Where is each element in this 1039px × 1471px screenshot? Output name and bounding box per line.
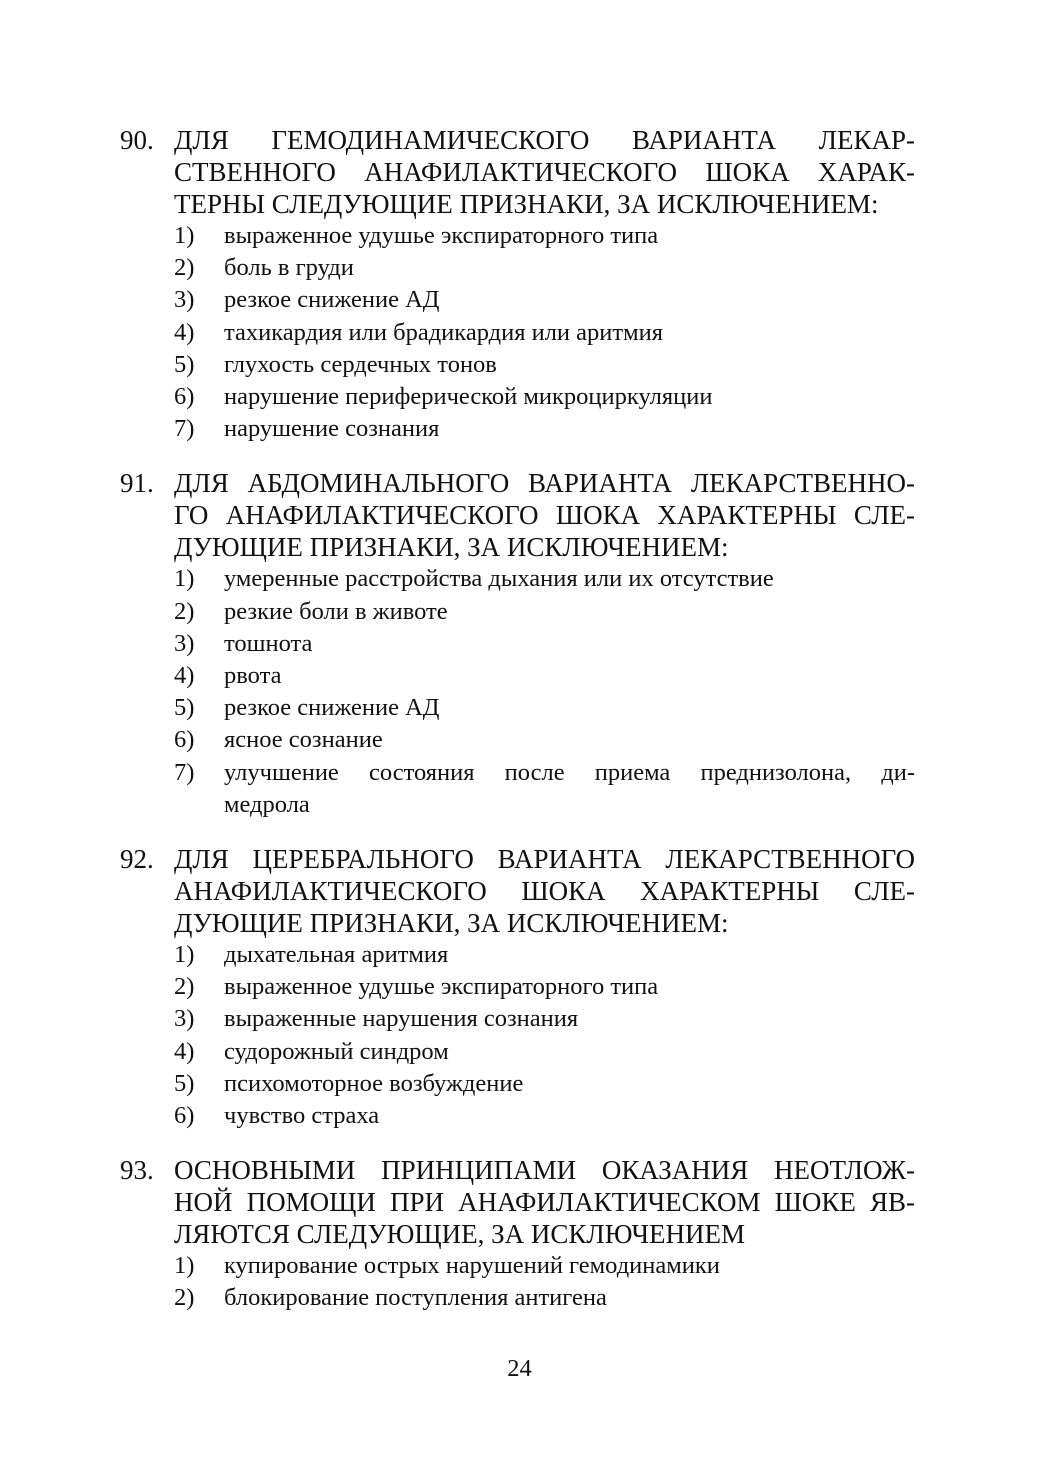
option-text: выраженное удушье экспираторного типа [224, 222, 659, 249]
option-number: 2) [174, 1284, 195, 1312]
option-text: выраженные нарушения сознания [224, 1005, 579, 1033]
question-text-line: ЛЯЮТСЯ СЛЕДУЮЩИЕ, ЗА ИСКЛЮЧЕНИЕМ [174, 1219, 746, 1250]
option-text-line: медрола [224, 790, 310, 818]
answer-option [174, 220, 915, 252]
answer-options [174, 220, 915, 445]
option-number: 7) [174, 758, 195, 786]
option-text: резкие боли в животе [224, 597, 448, 625]
answer-option [174, 1282, 915, 1314]
option-text: психомоторное возбуждение [224, 1069, 524, 1097]
answer-option [174, 284, 915, 316]
option-text: резкое снижение АД [224, 694, 440, 722]
question-text-line: АНАФИЛАКТИЧЕСКОГО ШОКА ХАРАКТЕРНЫ СЛЕ- [174, 876, 915, 907]
answer-option [174, 1036, 915, 1068]
option-number: 3) [174, 1005, 195, 1033]
answer-option [174, 381, 915, 413]
question-number: 92. [120, 844, 154, 875]
question-text-line: ДУЮЩИЕ ПРИЗНАКИ, ЗА ИСКЛЮЧЕНИЕМ: [174, 908, 729, 939]
question-text [174, 124, 915, 220]
question-text-line: ДУЮЩИЕ ПРИЗНАКИ, ЗА ИСКЛЮЧЕНИЕМ: [174, 532, 729, 563]
question-91 [120, 467, 915, 821]
question-text-line: ТЕРНЫ СЛЕДУЮЩИЕ ПРИЗНАКИ, ЗА ИСКЛЮЧЕНИЕМ: [174, 189, 879, 219]
option-text: боль в груди [224, 254, 354, 282]
answer-option [174, 660, 915, 692]
answer-options [174, 1250, 915, 1314]
answer-option [174, 1068, 915, 1100]
option-text: резкое снижение АД [224, 286, 440, 314]
answer-option [174, 1100, 915, 1132]
option-text: нарушение сознания [224, 415, 440, 443]
answer-option [174, 939, 915, 971]
answer-option [174, 563, 915, 595]
question-93 [120, 1154, 915, 1314]
option-text: дыхательная аритмия [224, 941, 449, 969]
question-92 [120, 843, 915, 1132]
option-number: 2) [174, 254, 195, 282]
question-text [174, 843, 915, 939]
option-number: 6) [174, 726, 195, 754]
question-number: 93. [120, 1155, 154, 1186]
question-number: 90. [120, 125, 154, 155]
option-number: 4) [174, 662, 195, 690]
question-text [174, 1154, 915, 1250]
answer-option [174, 692, 915, 724]
answer-option [174, 1003, 915, 1035]
option-text: тошнота [224, 629, 313, 657]
answer-options [174, 939, 915, 1132]
option-number: 2) [174, 597, 195, 625]
question-number: 91. [120, 468, 154, 499]
option-text: нарушение периферической микроциркуляции [224, 383, 713, 411]
option-number: 3) [174, 286, 195, 314]
answer-option [174, 349, 915, 381]
option-number: 3) [174, 629, 195, 657]
question-text-line: ДЛЯ ЦЕРЕБРАЛЬНОГО ВАРИАНТА ЛЕКАРСТВЕННОГО [174, 844, 915, 875]
answer-option [174, 1250, 915, 1282]
answer-option [174, 628, 915, 660]
option-number: 2) [174, 973, 195, 1001]
option-text: умеренные расстройства дыхания или их отсутствие [224, 565, 774, 593]
question-text-line: НОЙ ПОМОЩИ ПРИ АНАФИЛАКТИЧЕСКОМ ШОКЕ ЯВ- [174, 1187, 915, 1218]
answer-option [174, 757, 915, 821]
option-text [224, 757, 915, 821]
option-text-line: улучшение состояния после приема преднизолона, ди- [224, 758, 915, 786]
option-text: тахикардия или брадикардия или аритмия [224, 318, 663, 346]
page-content [120, 124, 915, 1315]
option-number: 5) [174, 694, 195, 722]
option-number: 1) [174, 1252, 195, 1280]
option-text: глухость сердечных тонов [224, 350, 497, 378]
option-text: купирование острых нарушений гемодинамики [224, 1252, 720, 1280]
option-number: 4) [174, 1037, 195, 1065]
option-number: 1) [174, 222, 195, 249]
option-text: чувство страха [224, 1102, 380, 1130]
option-number: 5) [174, 350, 195, 378]
question-90 [120, 124, 915, 445]
option-number: 6) [174, 1102, 195, 1130]
question-text-line: ГО АНАФИЛАКТИЧЕСКОГО ШОКА ХАРАКТЕРНЫ СЛЕ- [174, 500, 915, 531]
answer-option [174, 413, 915, 445]
question-text-line: ДЛЯ АБДОМИНАЛЬНОГО ВАРИАНТА ЛЕКАРСТВЕННО- [174, 468, 915, 499]
question-text-line: ОСНОВНЫМИ ПРИНЦИПАМИ ОКАЗАНИЯ НЕОТЛОЖ- [174, 1155, 915, 1186]
answer-option [174, 596, 915, 628]
option-number: 5) [174, 1069, 195, 1097]
option-number: 4) [174, 318, 195, 346]
option-text: рвота [224, 662, 282, 690]
option-text: ясное сознание [224, 726, 383, 754]
question-text-line: СТВЕННОГО АНАФИЛАКТИЧЕСКОГО ШОКА ХАРАК- [174, 157, 915, 187]
question-text [174, 467, 915, 563]
question-text-line: ДЛЯ ГЕМОДИНАМИЧЕСКОГО ВАРИАНТА ЛЕКАР- [174, 125, 915, 155]
option-text: судорожный синдром [224, 1037, 449, 1065]
answer-option [174, 971, 915, 1003]
answer-option [174, 724, 915, 756]
page-number: 24 [507, 1355, 532, 1382]
option-text: блокирование поступления антигена [224, 1284, 607, 1312]
option-number: 1) [174, 941, 195, 969]
option-text: выраженное удушье экспираторного типа [224, 973, 659, 1001]
option-number: 7) [174, 415, 195, 443]
option-number: 1) [174, 565, 195, 593]
answer-option [174, 317, 915, 349]
answer-options [174, 563, 915, 821]
answer-option [174, 252, 915, 284]
option-number: 6) [174, 383, 195, 411]
